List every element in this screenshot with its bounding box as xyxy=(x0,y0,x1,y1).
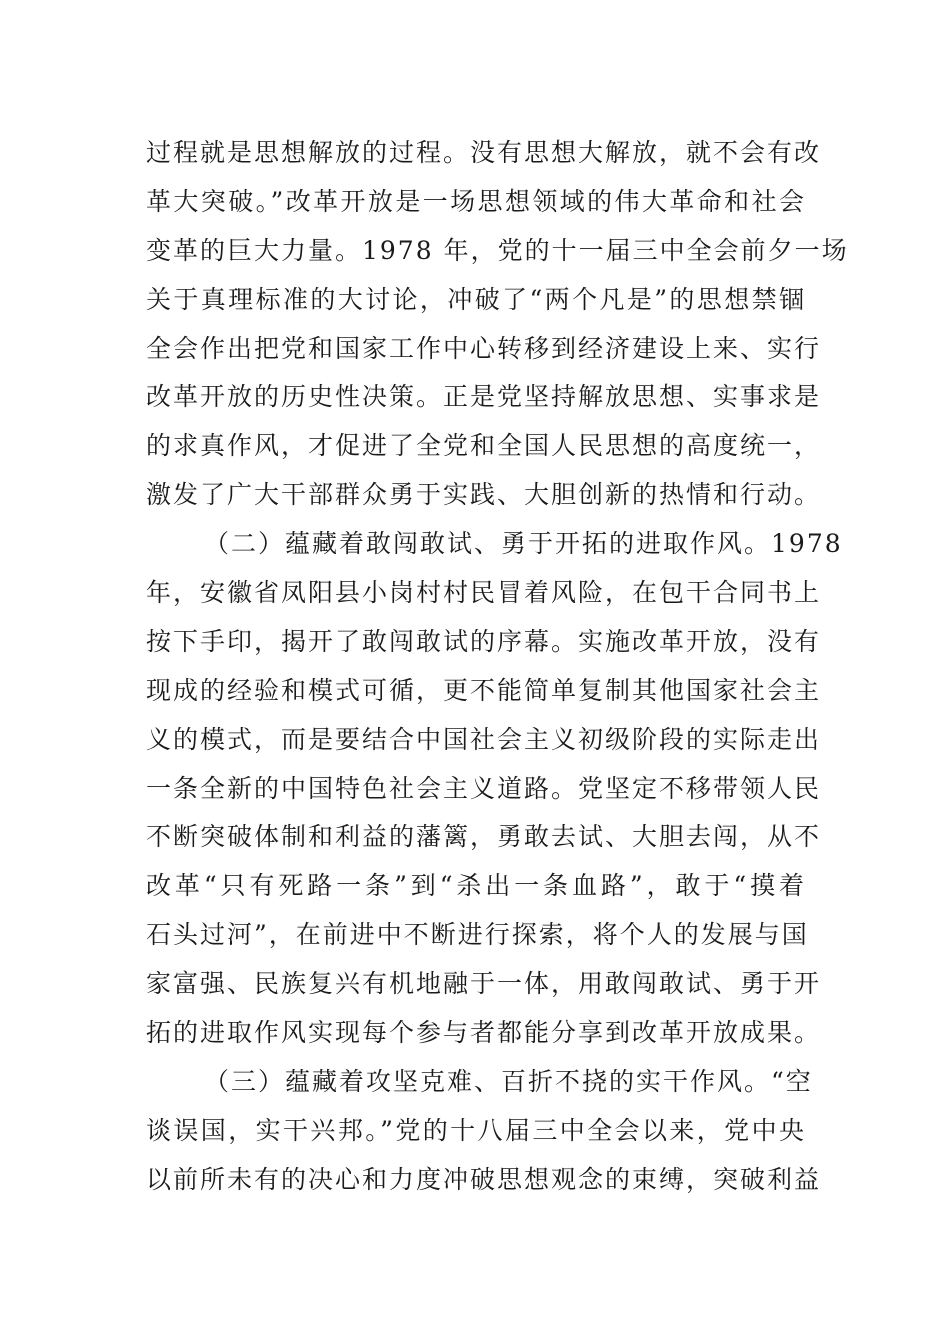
text-line: 以前所未有的决心和力度冲破思想观念的束缚，突破利益 xyxy=(146,1164,822,1194)
text-line: 改革“只有死路一条”到“杀出一条血路”，敢于“摸着 xyxy=(146,871,806,901)
text-line: 拓的进取作风实现每个参与者都能分享到改革开放成果。 xyxy=(146,1018,822,1048)
text-line: 年，安徽省凤阳县小岗村村民冒着风险，在包干合同书上 xyxy=(146,578,822,608)
text-line: 过程就是思想解放的过程。没有思想大解放，就不会有改 xyxy=(146,138,822,167)
text-line: 全会作出把党和国家工作中心转移到经济建设上来、实行 xyxy=(146,333,822,363)
text-line: （二）蕴藏着敢闯敢试、勇于开拓的进取作风。1978 xyxy=(204,529,843,559)
text-line: 关于真理标准的大讨论，冲破了“两个凡是”的思想禁锢 xyxy=(146,284,806,314)
text-line: 石头过河”，在前进中不断进行探索，将个人的发展与国 xyxy=(146,920,809,950)
text-line: 不断突破体制和利益的藩篱，勇敢去试、大胆去闯，从不 xyxy=(146,822,822,852)
text-line: 家富强、民族复兴有机地融于一体，用敢闯敢试、勇于开 xyxy=(146,969,822,999)
text-line: 现成的经验和模式可循，更不能简单复制其他国家社会主 xyxy=(146,675,822,705)
text-line: 革大突破。”改革开放是一场思想领域的伟大革命和社会 xyxy=(146,186,806,216)
text-line: 一条全新的中国特色社会主义道路。党坚定不移带领人民 xyxy=(146,773,822,803)
text-line: 变革的巨大力量。1978 年，党的十一届三中全会前夕一场 xyxy=(146,235,849,265)
text-line: 谈误国，实干兴邦。”党的十八届三中全会以来，党中央 xyxy=(146,1115,806,1145)
text-line: 按下手印，揭开了敢闯敢试的序幕。实施改革开放，没有 xyxy=(146,626,822,656)
text-line: 改革开放的历史性决策。正是党坚持解放思想、实事求是 xyxy=(146,382,822,412)
text-line: 的求真作风，才促进了全党和全国人民思想的高度统一， xyxy=(146,431,822,461)
body-text xyxy=(146,129,849,1205)
text-line: 义的模式，而是要结合中国社会主义初级阶段的实际走出 xyxy=(146,724,822,754)
text-line: 激发了广大干部群众勇于实践、大胆创新的热情和行动。 xyxy=(146,480,822,510)
text-line: （三）蕴藏着攻坚克难、百折不挠的实干作风。“空 xyxy=(204,1066,813,1096)
